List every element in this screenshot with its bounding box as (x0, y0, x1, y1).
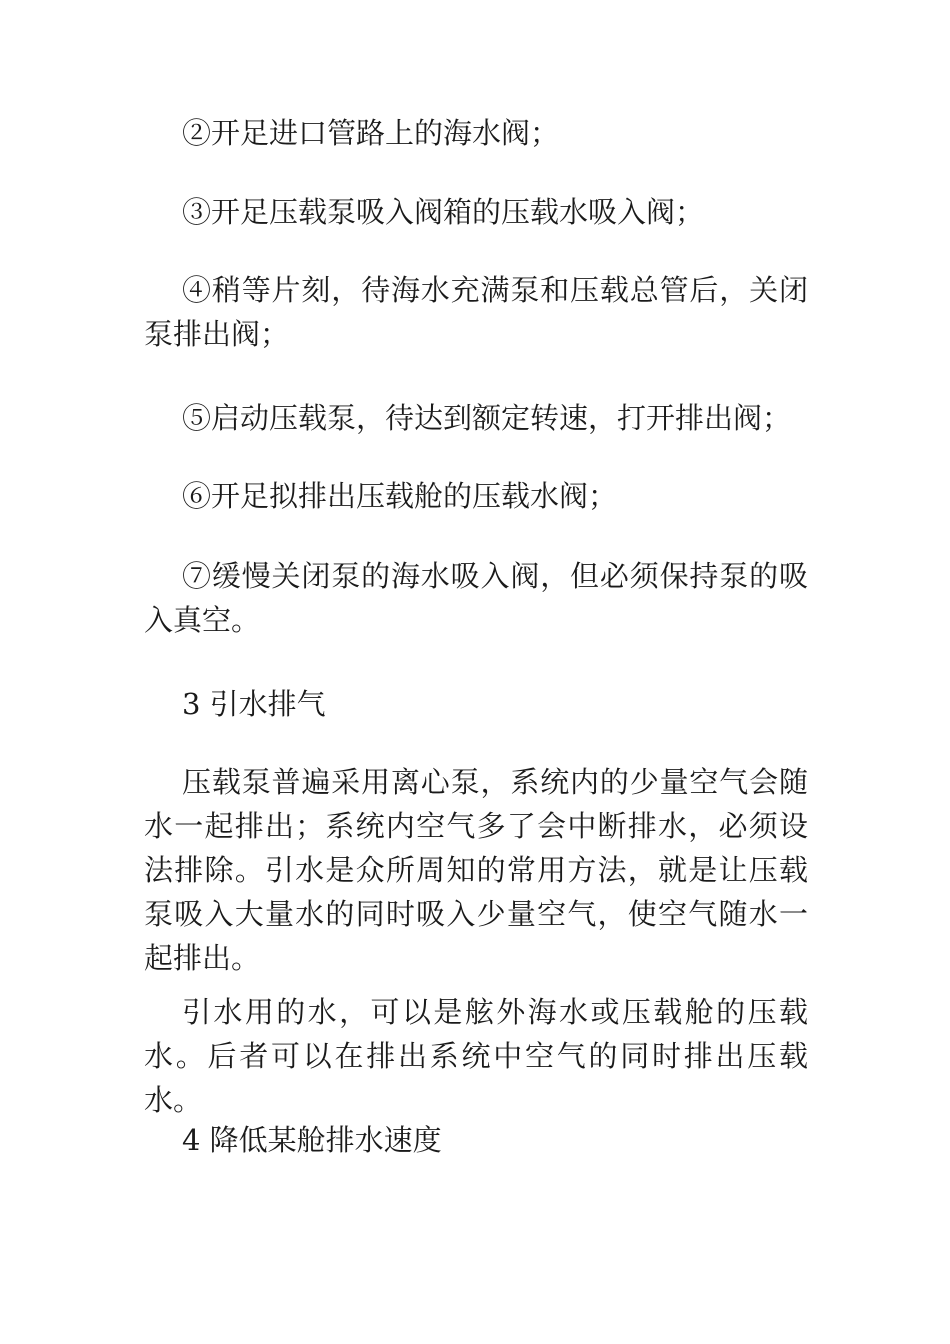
section-heading-priming: 3 引水排气 (182, 687, 326, 721)
step-2-open-sea-valve: ②开足进口管路上的海水阀； (182, 116, 560, 150)
step-6-open-tank-valve: ⑥开足拟排出压载舱的压载水阀； (182, 479, 618, 513)
priming-paragraph-2: 引水用的水，可以是舷外海水或压载舱的压载水。后者可以在排出系统中空气的同时排出压载水。 (144, 995, 808, 1117)
step-3-open-ballast-suction-valve: ③开足压载泵吸入阀箱的压载水吸入阀； (182, 195, 705, 229)
step-5-start-ballast-pump: ⑤启动压载泵，待达到额定转速，打开排出阀； (182, 401, 792, 435)
step-4-close-discharge-valve: ④稍等片刻，待海水充满泵和压载总管后，关闭泵排出阀； (144, 273, 808, 351)
step-7-close-sea-suction-valve: ⑦缓慢关闭泵的海水吸入阀，但必须保持泵的吸入真空。 (144, 559, 808, 637)
priming-paragraph-1: 压载泵普遍采用离心泵，系统内的少量空气会随水一起排出；系统内空气多了会中断排水，必须设法排除。引水是众所周知的常用方法，就是让压载泵吸入大量水的同时吸入少量空气，使空气随水一起排出。 (144, 765, 808, 975)
section-heading-reduce-discharge-speed: 4 降低某舱排水速度 (182, 1123, 442, 1157)
